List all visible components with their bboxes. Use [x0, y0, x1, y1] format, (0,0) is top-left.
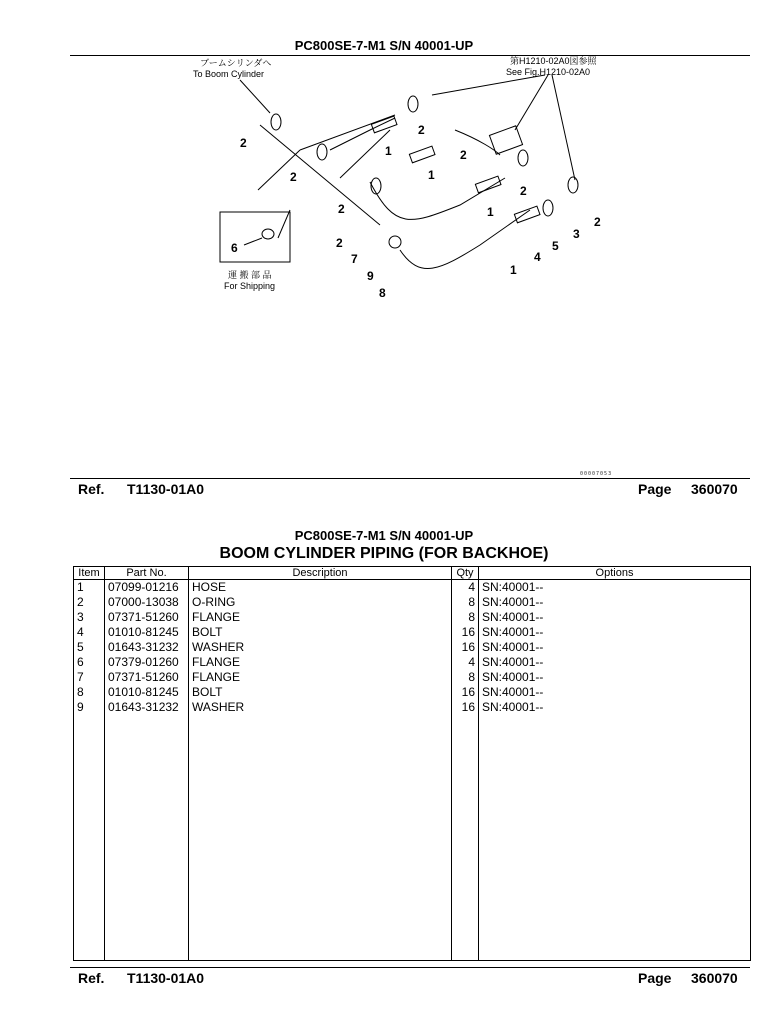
table-row: 2 07000-13038 O-RING 8 SN:40001--: [74, 595, 751, 610]
callout: 1: [487, 205, 494, 219]
callout: 7: [351, 252, 358, 266]
callout: 8: [379, 286, 386, 300]
col-header-description: Description: [189, 567, 452, 580]
col-header-item: Item: [74, 567, 105, 580]
callout: 1: [385, 144, 392, 158]
table-row: 7 07371-51260 FLANGE 8 SN:40001--: [74, 670, 751, 685]
callout: 1: [510, 263, 517, 277]
callout: 3: [573, 227, 580, 241]
page-value-top: 360070: [691, 481, 738, 497]
parts-table: [73, 566, 751, 961]
page-subtitle: BOOM CYLINDER PIPING (FOR BACKHOE): [219, 545, 549, 562]
ref-label-top: Ref.: [78, 481, 105, 497]
callout: 2: [240, 136, 247, 150]
callout: 2: [594, 215, 601, 229]
ref-value-top: T1130-01A0: [127, 481, 205, 497]
callout: 2: [290, 170, 297, 184]
table-header-row: [74, 567, 751, 580]
table-row: 9 01643-31232 WASHER 16 SN:40001--: [74, 700, 751, 715]
page-label-top: Page: [638, 481, 672, 497]
label-en-boom: To Boom Cylinder: [193, 69, 265, 79]
label-jp-ship: 運 搬 部 品: [228, 270, 272, 280]
table-row: 4 01010-81245 BOLT 16 SN:40001--: [74, 625, 751, 640]
col-header-options: Options: [479, 567, 751, 580]
label-jp-boom: ブームシリンダへ: [200, 58, 272, 68]
col-header-part-no: Part No.: [105, 567, 189, 580]
callout: 2: [520, 184, 527, 198]
callout: 2: [336, 236, 343, 250]
callout: 1: [428, 168, 435, 182]
callout: 9: [367, 269, 374, 283]
callout: 5: [552, 239, 559, 253]
page-title-bottom: PC800SE-7-M1 S/N 40001-UP: [294, 528, 474, 543]
image-code: 00007053: [580, 471, 613, 477]
label-en-see: See Fig.H1210-02A0: [506, 67, 591, 77]
label-en-ship: For Shipping: [224, 281, 276, 291]
table-row: 8 01010-81245 BOLT 16 SN:40001--: [74, 685, 751, 700]
callout: 6: [231, 241, 238, 255]
callout: 2: [338, 202, 345, 216]
page-label-bottom: Page: [638, 970, 672, 986]
table-row: 5 01643-31232 WASHER 16 SN:40001--: [74, 640, 751, 655]
callout: 2: [418, 123, 425, 137]
parts-diagram: [0, 0, 768, 320]
page-value-bottom: 360070: [691, 970, 738, 986]
page-title-top: PC800SE-7-M1 S/N 40001-UP: [294, 38, 474, 53]
callout: 4: [534, 250, 541, 264]
table-row: 1 07099-01216 HOSE 4 SN:40001--: [74, 580, 751, 596]
table-filler-row: [74, 715, 751, 961]
callout: 2: [460, 148, 467, 162]
table-row: 3 07371-51260 FLANGE 8 SN:40001--: [74, 610, 751, 625]
footer-rule-bottom: [70, 967, 750, 968]
col-header-qty: Qty: [452, 567, 479, 580]
table-row: 6 07379-01260 FLANGE 4 SN:40001--: [74, 655, 751, 670]
ref-value-bottom: T1130-01A0: [127, 970, 205, 986]
label-jp-see: 第H1210-02A0図参照: [510, 56, 597, 66]
footer-rule-top: [70, 478, 750, 479]
ref-label-bottom: Ref.: [78, 970, 105, 986]
